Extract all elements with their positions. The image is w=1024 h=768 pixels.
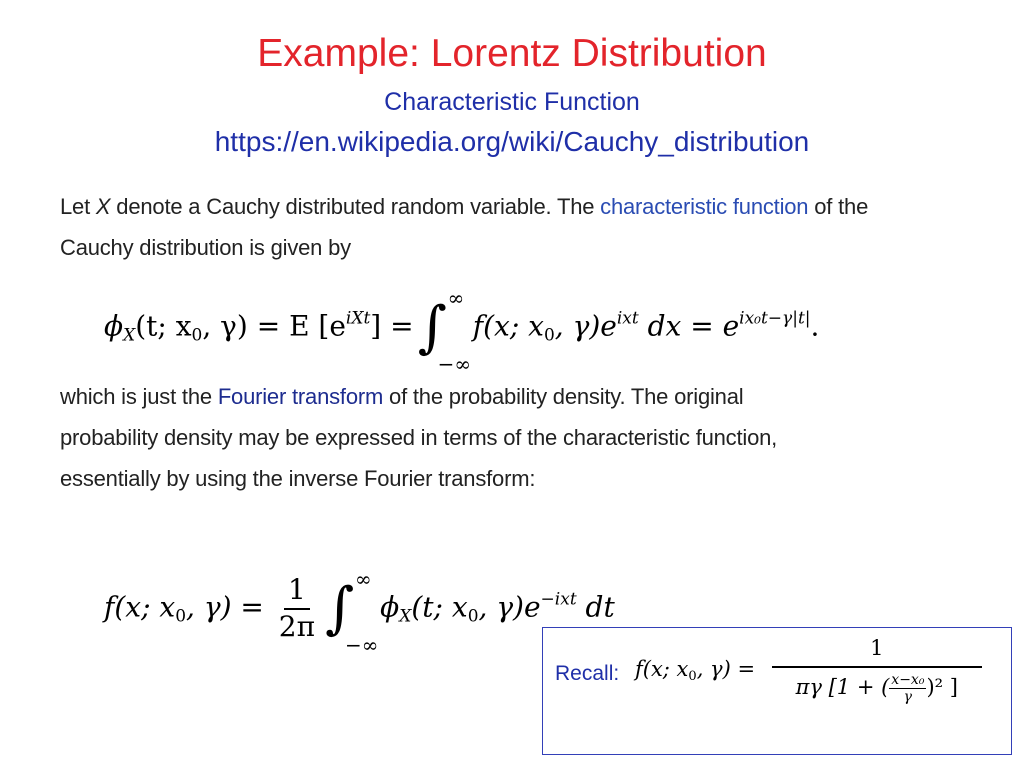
- characteristic-function-link[interactable]: characteristic function: [600, 194, 809, 219]
- recall-fraction: [772, 636, 982, 705]
- eq1-integrand-2: , γ)e: [554, 309, 617, 343]
- eq1-period: .: [810, 309, 820, 343]
- intro-text-end: of the Cauchy distribution is given by: [60, 194, 869, 260]
- eq1-lower-limit: −∞: [437, 352, 471, 376]
- recall-den-suffix: )² ]: [926, 675, 958, 699]
- recall-den-prefix: πγ [1 + (: [795, 675, 890, 699]
- eq2-denominator: 2π: [278, 609, 315, 643]
- fourier-text-end: of the probability density. The original probability density may be expressed in terms of the characteristic function, essentially by using the inverse Fourier transform:: [60, 384, 778, 491]
- eq2-phi: ϕ: [380, 590, 400, 624]
- eq1-equals: ] =: [370, 309, 414, 343]
- integral-sign-2: ∫ ∞ −∞: [324, 566, 379, 657]
- inverse-fourier-equation: [104, 566, 615, 657]
- variable-x: X: [95, 194, 111, 219]
- intro-text-mid: denote a Cauchy distributed random variable. The: [110, 194, 601, 219]
- eq2-lhs-2: , γ) =: [186, 590, 264, 624]
- recall-lhs: f(x; x: [635, 657, 689, 681]
- eq1-integrand: f(x; x: [472, 309, 544, 343]
- slide-subtitle: Characteristic Function: [384, 88, 640, 116]
- eq2-zero-sub: 0: [175, 606, 187, 627]
- eq1-zero-sub: 0: [191, 325, 203, 346]
- recall-zero-sub: 0: [688, 669, 697, 684]
- recall-label: Recall:: [555, 662, 620, 685]
- eq1-expectation: , γ) = E [e: [202, 309, 346, 343]
- eq2-lower-limit: −∞: [344, 632, 379, 657]
- eq2-zero-sub-2: 0: [467, 606, 479, 627]
- fourier-paragraph: [60, 376, 820, 499]
- eq1-exp3: ix₀t−γ|t|: [739, 308, 811, 329]
- eq1-phi: ϕ: [104, 309, 124, 343]
- characteristic-function-equation: [104, 286, 820, 376]
- source-url[interactable]: https://en.wikipedia.org/wiki/Cauchy_distribution: [214, 126, 810, 157]
- recall-inner-num: x−x₀: [891, 672, 925, 688]
- eq2-phi-sub: X: [399, 606, 412, 627]
- eq2-exp: −ixt: [540, 589, 577, 610]
- eq1-dx: dx = e: [638, 309, 740, 343]
- eq2-dt: dt: [576, 590, 615, 624]
- cauchy-pdf-equation: [635, 636, 982, 705]
- eq1-upper-limit: ∞: [447, 286, 465, 310]
- eq2-lhs: f(x; x: [104, 590, 176, 624]
- recall-lhs-2: , γ) =: [696, 657, 756, 681]
- fourier-text-start: which is just the: [60, 384, 218, 409]
- eq2-args-2: , γ)e: [478, 590, 541, 624]
- recall-inner-fraction: [889, 672, 926, 705]
- recall-box: [542, 627, 1012, 755]
- recall-numerator: 1: [772, 636, 982, 668]
- recall-inner-den: γ: [903, 689, 913, 705]
- eq2-args: (t; x: [411, 590, 468, 624]
- eq2-fraction: [279, 575, 315, 643]
- eq1-exp2: ixt: [616, 308, 639, 329]
- eq1-exp1: iXt: [345, 308, 371, 329]
- fourier-transform-link[interactable]: Fourier transform: [217, 384, 384, 409]
- integral-sign: ∫ ∞ −∞: [417, 286, 471, 376]
- eq2-numerator: 1: [284, 575, 310, 610]
- intro-paragraph: [60, 186, 910, 268]
- intro-text-start: Let: [60, 194, 96, 219]
- recall-denominator: [796, 668, 958, 705]
- slide-title: Example: Lorentz Distribution: [257, 32, 767, 75]
- eq1-args: (t; x: [135, 309, 192, 343]
- eq2-upper-limit: ∞: [354, 566, 372, 591]
- eq1-phi-sub: X: [123, 325, 136, 346]
- eq1-zero-sub-2: 0: [543, 325, 555, 346]
